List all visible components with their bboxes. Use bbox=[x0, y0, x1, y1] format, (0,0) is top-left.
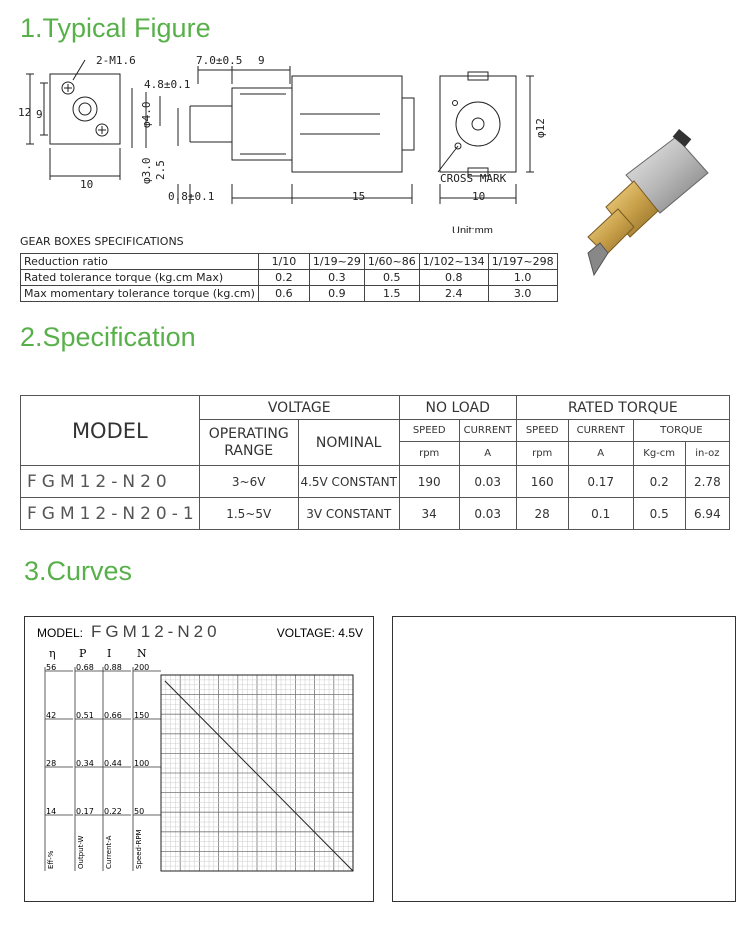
axis-tick-label-eta: 28 bbox=[46, 759, 57, 768]
spec-r-speed: SPEED bbox=[516, 420, 568, 442]
dim-25: 2.5 bbox=[154, 160, 167, 180]
table-cell: 1/102~134 bbox=[419, 254, 488, 270]
axis-tick-label-n: 150 bbox=[134, 711, 150, 720]
table-cell: 3.0 bbox=[488, 286, 557, 302]
table-cell: 0.8 bbox=[419, 270, 488, 286]
table-cell: 0.5 bbox=[364, 270, 419, 286]
axis-name-i: Current-A bbox=[105, 835, 113, 869]
table-cell: 0.17 bbox=[568, 466, 633, 498]
dim-phi3: φ3.0 bbox=[140, 157, 153, 184]
axis-tick-label-n: 200 bbox=[134, 663, 150, 672]
table-cell: 2.4 bbox=[419, 286, 488, 302]
axis-name-n: Speed-RPM bbox=[135, 829, 143, 869]
table-row bbox=[21, 286, 558, 302]
spec-nl-current: CURRENT bbox=[459, 420, 516, 442]
spec-model-value: FGM12-N20-1 bbox=[21, 498, 200, 530]
chart-voltage: VOLTAGE: 4.5V bbox=[276, 626, 363, 640]
axis-tick-label-eta: 14 bbox=[46, 807, 57, 816]
table-cell: 1/19~29 bbox=[309, 254, 364, 270]
technical-drawing bbox=[0, 48, 560, 233]
axis-symbol-n: N bbox=[137, 647, 147, 660]
table-row bbox=[21, 466, 730, 498]
table-cell: 0.9 bbox=[309, 286, 364, 302]
axis-tick-label-p: 0.34 bbox=[76, 759, 94, 768]
table-cell: 160 bbox=[516, 466, 568, 498]
dim-48: 4.8±0.1 bbox=[144, 78, 191, 91]
table-cell: 2.78 bbox=[685, 466, 729, 498]
table-cell: 4.5V CONSTANT bbox=[298, 466, 399, 498]
table-cell: 1.5 bbox=[364, 286, 419, 302]
dim-10: 10 bbox=[80, 178, 94, 191]
table-row bbox=[21, 270, 558, 286]
axis-tick-label-p: 0.51 bbox=[76, 711, 94, 720]
table-row bbox=[21, 254, 558, 270]
table-cell: Max momentary tolerance torque (kg.cm) bbox=[21, 286, 259, 302]
table-cell: 1/60~86 bbox=[364, 254, 419, 270]
table-cell: 6.94 bbox=[685, 498, 729, 530]
table-cell: 3~6V bbox=[199, 466, 298, 498]
table-cell: 0.5 bbox=[633, 498, 685, 530]
dim-phi12: φ12 bbox=[534, 118, 547, 138]
dim-9b: 9 bbox=[36, 108, 43, 121]
dim-15: 15 bbox=[352, 190, 366, 203]
unit-rpm: rpm bbox=[516, 442, 568, 466]
axis-name-p: Output-W bbox=[77, 835, 85, 869]
spec-voltage-header: VOLTAGE bbox=[199, 396, 399, 420]
unit-kgcm: Kg-cm bbox=[633, 442, 685, 466]
axis-tick-label-p: 0.17 bbox=[76, 807, 94, 816]
axis-tick-label-i: 0.22 bbox=[104, 807, 122, 816]
gearbox-title: GEAR BOXES SPECIFICATIONS bbox=[20, 235, 184, 248]
unit-a: A bbox=[568, 442, 633, 466]
table-cell: 0.1 bbox=[568, 498, 633, 530]
unit-label: Unit:mm bbox=[452, 225, 493, 233]
table-cell: 0.2 bbox=[633, 466, 685, 498]
gearbox-table bbox=[20, 253, 558, 302]
table-cell: 3V CONSTANT bbox=[298, 498, 399, 530]
axis-tick-label-eta: 56 bbox=[46, 663, 57, 672]
dim-m16: 2-M1.6 bbox=[96, 54, 136, 67]
table-cell: 1/197~298 bbox=[488, 254, 557, 270]
spec-operating-range: OPERATING RANGE bbox=[199, 420, 298, 466]
section-title-curves: 3.Curves bbox=[24, 556, 133, 586]
curve-chart-1 bbox=[24, 616, 374, 902]
table-row bbox=[21, 498, 730, 530]
table-cell: 190 bbox=[399, 466, 459, 498]
table-cell: Rated tolerance torque (kg.cm Max) bbox=[21, 270, 259, 286]
axis-tick-label-n: 50 bbox=[134, 807, 145, 816]
table-cell: 0.6 bbox=[258, 286, 309, 302]
axis-tick-label-i: 0.66 bbox=[104, 711, 122, 720]
axis-tick-label-p: 0.68 bbox=[76, 663, 94, 672]
spec-r-torque: TORQUE bbox=[633, 420, 729, 442]
table-cell: 1.5~5V bbox=[199, 498, 298, 530]
spec-nominal: NOMINAL bbox=[298, 420, 399, 466]
unit-rpm: rpm bbox=[399, 442, 459, 466]
table-cell: 1.0 bbox=[488, 270, 557, 286]
spec-nl-speed: SPEED bbox=[399, 420, 459, 442]
table-cell: 34 bbox=[399, 498, 459, 530]
table-cell: Reduction ratio bbox=[21, 254, 259, 270]
axis-symbol-p: P bbox=[79, 647, 87, 660]
axis-name-eta: Eff-% bbox=[47, 850, 55, 869]
unit-a: A bbox=[459, 442, 516, 466]
axis-tick-label-eta: 42 bbox=[46, 711, 57, 720]
section-title-typical-figure: 1.Typical Figure bbox=[20, 13, 211, 43]
axis-tick-label-i: 0.44 bbox=[104, 759, 122, 768]
table-cell: 0.03 bbox=[459, 498, 516, 530]
dim-9: 9 bbox=[258, 54, 265, 67]
spec-noload-header: NO LOAD bbox=[399, 396, 516, 420]
axis-tick-label-n: 100 bbox=[134, 759, 150, 768]
dim-08: 0.8±0.1 bbox=[168, 190, 215, 203]
spec-model-value: FGM12-N20 bbox=[21, 466, 200, 498]
front-view-outline bbox=[50, 74, 120, 144]
section-title-specification: 2.Specification bbox=[20, 322, 196, 352]
unit-inoz: in-oz bbox=[685, 442, 729, 466]
table-cell: 1/10 bbox=[258, 254, 309, 270]
dim-70: 7.0±0.5 bbox=[196, 54, 243, 67]
table-cell: 0.2 bbox=[258, 270, 309, 286]
table-cell: 28 bbox=[516, 498, 568, 530]
spec-r-current: CURRENT bbox=[568, 420, 633, 442]
spec-rated-header: RATED TORQUE bbox=[516, 396, 729, 420]
chart-model-label: MODEL: bbox=[37, 626, 84, 640]
dim-10b: 10 bbox=[472, 190, 486, 203]
curve-chart-2 bbox=[392, 616, 736, 902]
axis-symbol-i: I bbox=[107, 647, 112, 660]
cross-mark-label: CROSS MARK bbox=[440, 172, 507, 185]
dim-12: 12 bbox=[18, 106, 32, 119]
chart-model-name: FGM12-N20 bbox=[91, 622, 221, 641]
spec-model-header: MODEL bbox=[21, 396, 200, 466]
axis-tick-label-i: 0.88 bbox=[104, 663, 122, 672]
dim-phi4: φ4.0 bbox=[140, 101, 153, 128]
motor-photo bbox=[578, 125, 713, 285]
table-cell: 0.03 bbox=[459, 466, 516, 498]
spec-table bbox=[20, 395, 730, 530]
table-cell: 0.3 bbox=[309, 270, 364, 286]
axis-symbol-eta: η bbox=[49, 647, 56, 660]
